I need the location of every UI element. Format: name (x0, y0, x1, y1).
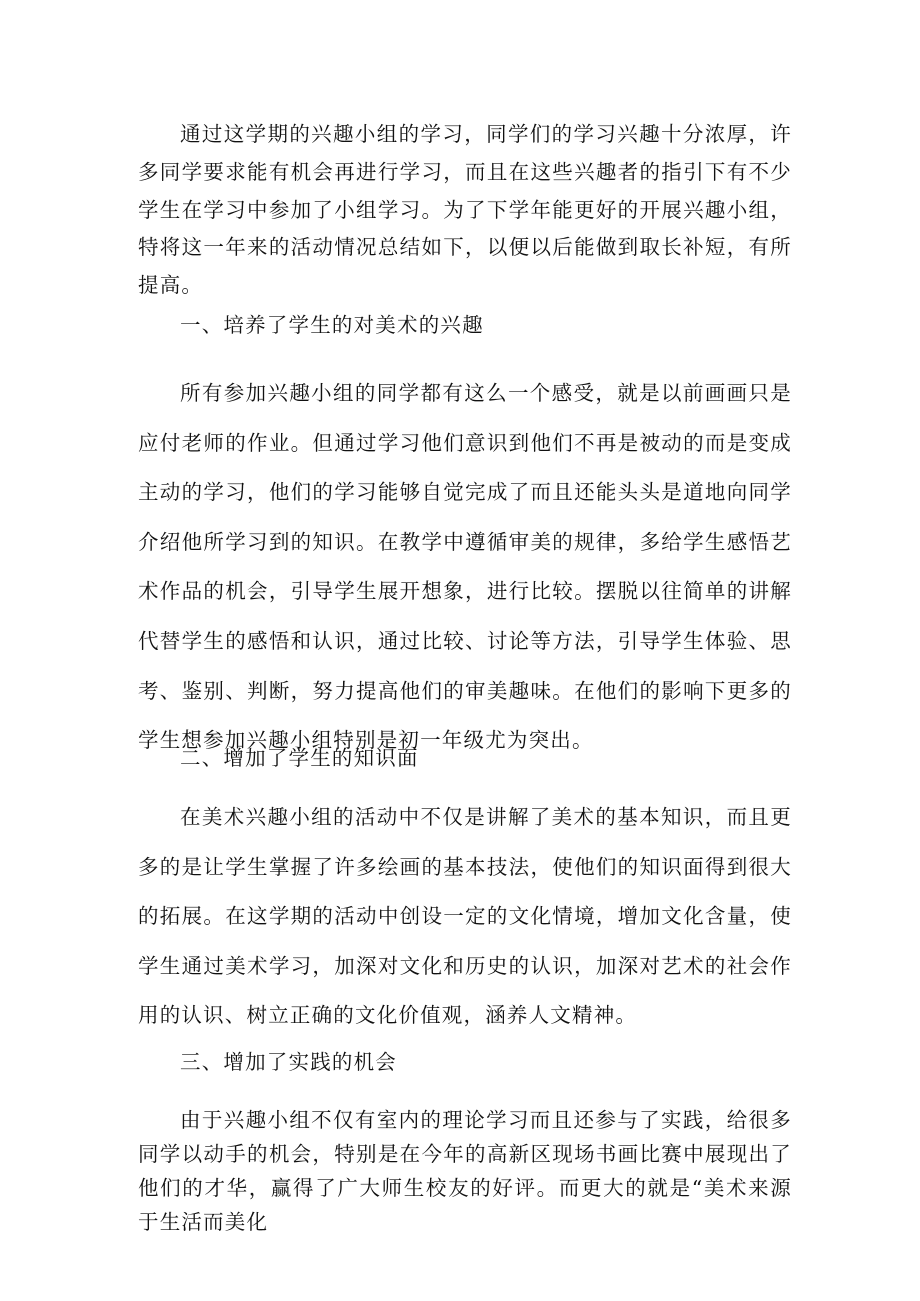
heading-section-2: 二、增加了学生的知识面 (180, 746, 419, 770)
paragraph-section-2: 在美术兴趣小组的活动中不仅是讲解了美术的基本知识，而且更多的是让学生掌握了许多绘画的基本技法，使他们的知识面得到很大的拓展。在这学期的活动中创设一定的文化情境，增加文化含量，使学生通过美术学习，加深对文化和历史的认识，加深对艺术的社会作用的认识、树立正确的文化价值观，涵养人文精神。 (138, 805, 792, 1028)
paragraph-section-3: 由于兴趣小组不仅有室内的理论学习而且还参与了实践，给很多同学以动手的机会，特别是在今年的高新区现场书画比赛中展现出了他们的才华，赢得了广大师生校友的好评。而更大的就是“美术来源于生活而美化 (138, 1108, 792, 1234)
paragraph-intro: 通过这学期的兴趣小组的学习，同学们的学习兴趣十分浓厚，许多同学要求能有机会再进行学习，而且在这些兴趣者的指引下有不少学生在学习中参加了小组学习。为了下学年能更好的开展兴趣小组，特将这一年来的活动情况总结如下，以便以后能做到取长补短，有所提高。 (138, 122, 792, 298)
paragraph-section-1: 所有参加兴趣小组的同学都有这么一个感受，就是以前画画只是应付老师的作业。但通过学习他们意识到他们不再是被动的而是变成主动的学习，他们的学习能够自觉完成了而且还能头头是道地向同学介绍他所学习到的知识。在教学中遵循审美的规律，多给学生感悟艺术作品的机会，引导学生展开想象，进行比较。摆脱以往简单的讲解代替学生的感悟和认识，通过比较、讨论等方法，引导学生体验、思考、鉴别、判断，努力提高他们的审美趣味。在他们的影响下更多的学生想参加兴趣小组特别是初一年级尤为突出。 (138, 381, 792, 753)
heading-section-3: 三、增加了实践的机会 (180, 1050, 397, 1074)
heading-section-1: 一、培养了学生的对美术的兴趣 (180, 313, 484, 337)
